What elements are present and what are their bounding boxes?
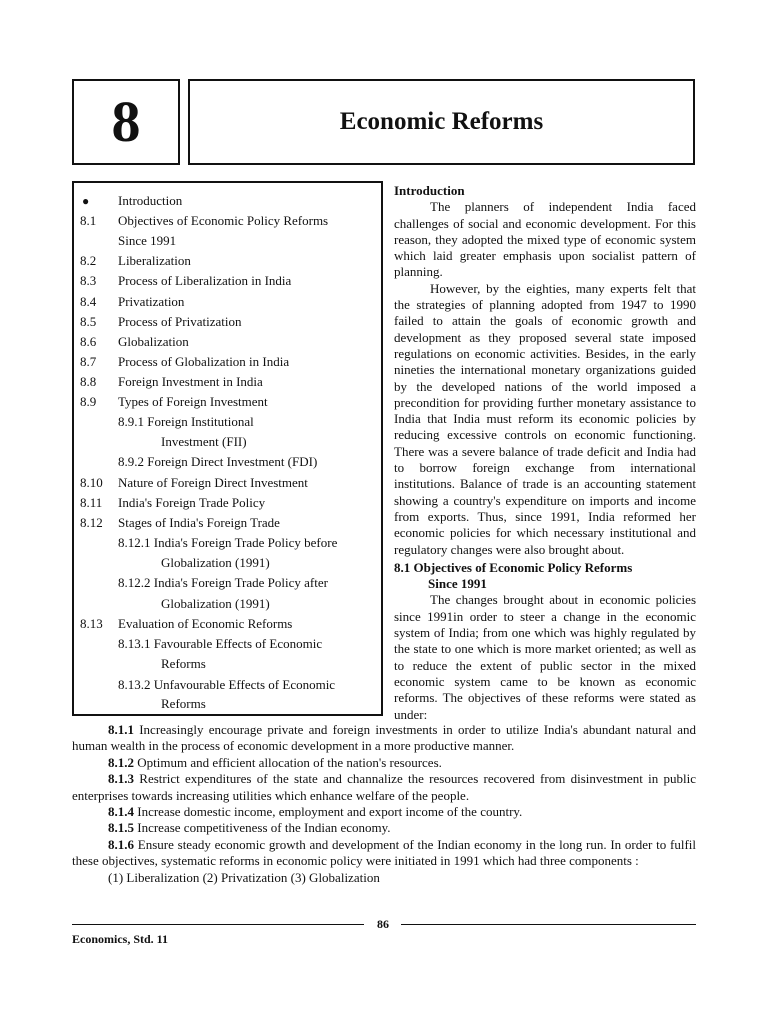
section-heading: 8.1 Objectives of Economic Policy Reforms [394,559,633,575]
toc-text: 8.9.2 Foreign Direct Investment (FDI) [118,454,318,469]
toc-number: 8.8 [80,374,97,389]
toc-text: Objectives of Economic Policy Reforms [118,213,329,228]
objective-text: Increase domestic income, employment and export income of the country. [137,804,523,820]
section-heading-cont: Since 1991 [428,576,487,592]
objective-number: 8.1.3 [108,771,134,787]
chapter-number-box [72,79,180,165]
footer-rule-right [401,924,696,925]
objective-item [72,755,696,771]
toc-number: 8.6 [80,334,97,349]
section-paragraph: The changes brought about in economic policies since 1991in order to steer a change in the economic system of India; from one which was highly regulated by the state to one which is more market oriented; as well as to reduce the extent of public sector in the mixed economic system came to be known as economic reforms. The objectives of these reforms were stated as under: [394,592,696,722]
toc-text: Reforms [161,696,206,711]
intro-paragraph: However, by the eighties, many experts felt that the strategies of planning adopted from 1947 to 1990 failed to attain the goals of economic growth and development as they proposed several state imposed regulations on economic activities. Besides, in the early nineties the international monetary organizations guided by the developed nations of the world imposed a precondition for providing further monetary assistance to India that India must reform its economic policies by reducing excessive controls on economic functioning. There was a severe balance of trade deficit and India had to borrow foreign exchange from international institutions. Balance of trade is an accounting statement showing a country's expenditure on imports and income from exports. Thus, since 1991, India reformed her economic policies for which necessary institutional and regulatory changes were also brought about. [394,280,696,557]
chapter-number: 8 [111,89,141,154]
toc-text: Globalization (1991) [161,596,270,611]
toc-number: 8.9 [80,394,97,409]
footer-rule-left [72,924,364,925]
toc-text: Process of Liberalization in India [118,273,292,288]
objective-item [72,804,696,820]
toc-text: 8.13.2 Unfavourable Effects of Economic [118,677,336,692]
objective-item [72,820,696,836]
toc-number: 8.10 [80,475,103,490]
objective-item [72,771,696,804]
objective-item [72,722,696,755]
toc-text: Stages of India's Foreign Trade [118,515,280,530]
objective-text: Ensure steady economic growth and development of the Indian economy in the long run. In order to fulfil these objectives, systematic reforms in economic policy were initiated in 1991 which had three components : [72,836,696,869]
toc-number: 8.1 [80,213,97,228]
toc-text: Foreign Investment in India [118,374,263,389]
toc-text: Globalization [118,334,189,349]
toc-bullet: ● [82,194,90,208]
objectives-list [72,722,696,886]
toc-text: Privatization [118,294,185,309]
toc-text: Nature of Foreign Direct Investment [118,475,308,490]
toc-text: India's Foreign Trade Policy [118,495,266,510]
toc-number: 8.13 [80,616,103,631]
contents-box [72,181,383,716]
toc-text: Reforms [161,656,206,671]
objective-text: Increasingly encourage private and foreign investments in order to utilize India's abundant natural and human wealth in the process of economic development in a more productive manner. [72,722,696,754]
toc-text: Introduction [118,193,183,208]
book-title: Economics, Std. 11 [72,932,169,946]
objective-text: Increase competitiveness of the Indian economy. [137,820,391,836]
toc-text: Investment (FII) [161,434,247,449]
objective-number: 8.1.5 [108,820,134,836]
objective-number: 8.1.6 [108,836,134,852]
toc-number: 8.12 [80,515,103,530]
toc-text: 8.12.1 India's Foreign Trade Policy before [118,535,338,550]
toc-text: Process of Privatization [118,314,242,329]
toc-text: 8.9.1 Foreign Institutional [118,414,254,429]
page-number: 86 [377,917,389,931]
toc-number: 8.11 [80,495,103,510]
chapter-title: Economic Reforms [339,108,544,135]
objective-text: Restrict expenditures of the state and channalize the resources recovered from disinvestment in public enterprises towards increasing utilities which enhance welfare of the people. [72,771,697,803]
components-line: (1) Liberalization (2) Privatization (3) Globalization [108,869,380,885]
objective-text: Optimum and efficient allocation of the nation's resources. [137,754,442,770]
toc-number: 8.3 [80,273,97,288]
intro-heading: Introduction [394,183,465,198]
objective-item [72,837,696,870]
toc-text: 8.13.1 Favourable Effects of Economic [118,636,323,651]
toc-text: Since 1991 [118,233,177,248]
right-column [394,183,696,723]
toc-text: Types of Foreign Investment [118,394,268,409]
toc-text: Evaluation of Economic Reforms [118,616,293,631]
objective-number: 8.1.2 [108,754,134,770]
toc-number: 8.4 [80,294,97,309]
toc-number: 8.7 [80,354,97,369]
intro-paragraph: The planners of independent India faced challenges of social and economic development. For this reason, they adopted the mixed type of economic system which laid greater emphasis upon socialist pattern of planning. [394,199,696,280]
toc-number: 8.5 [80,314,97,329]
toc-text: Globalization (1991) [161,555,270,570]
objective-number: 8.1.4 [108,804,134,820]
toc-text: 8.12.2 India's Foreign Trade Policy after [118,575,328,590]
chapter-title-box [188,79,695,165]
toc-text: Liberalization [118,253,191,268]
objective-number: 8.1.1 [108,722,134,737]
toc-text: Process of Globalization in India [118,354,290,369]
toc-number: 8.2 [80,253,97,268]
